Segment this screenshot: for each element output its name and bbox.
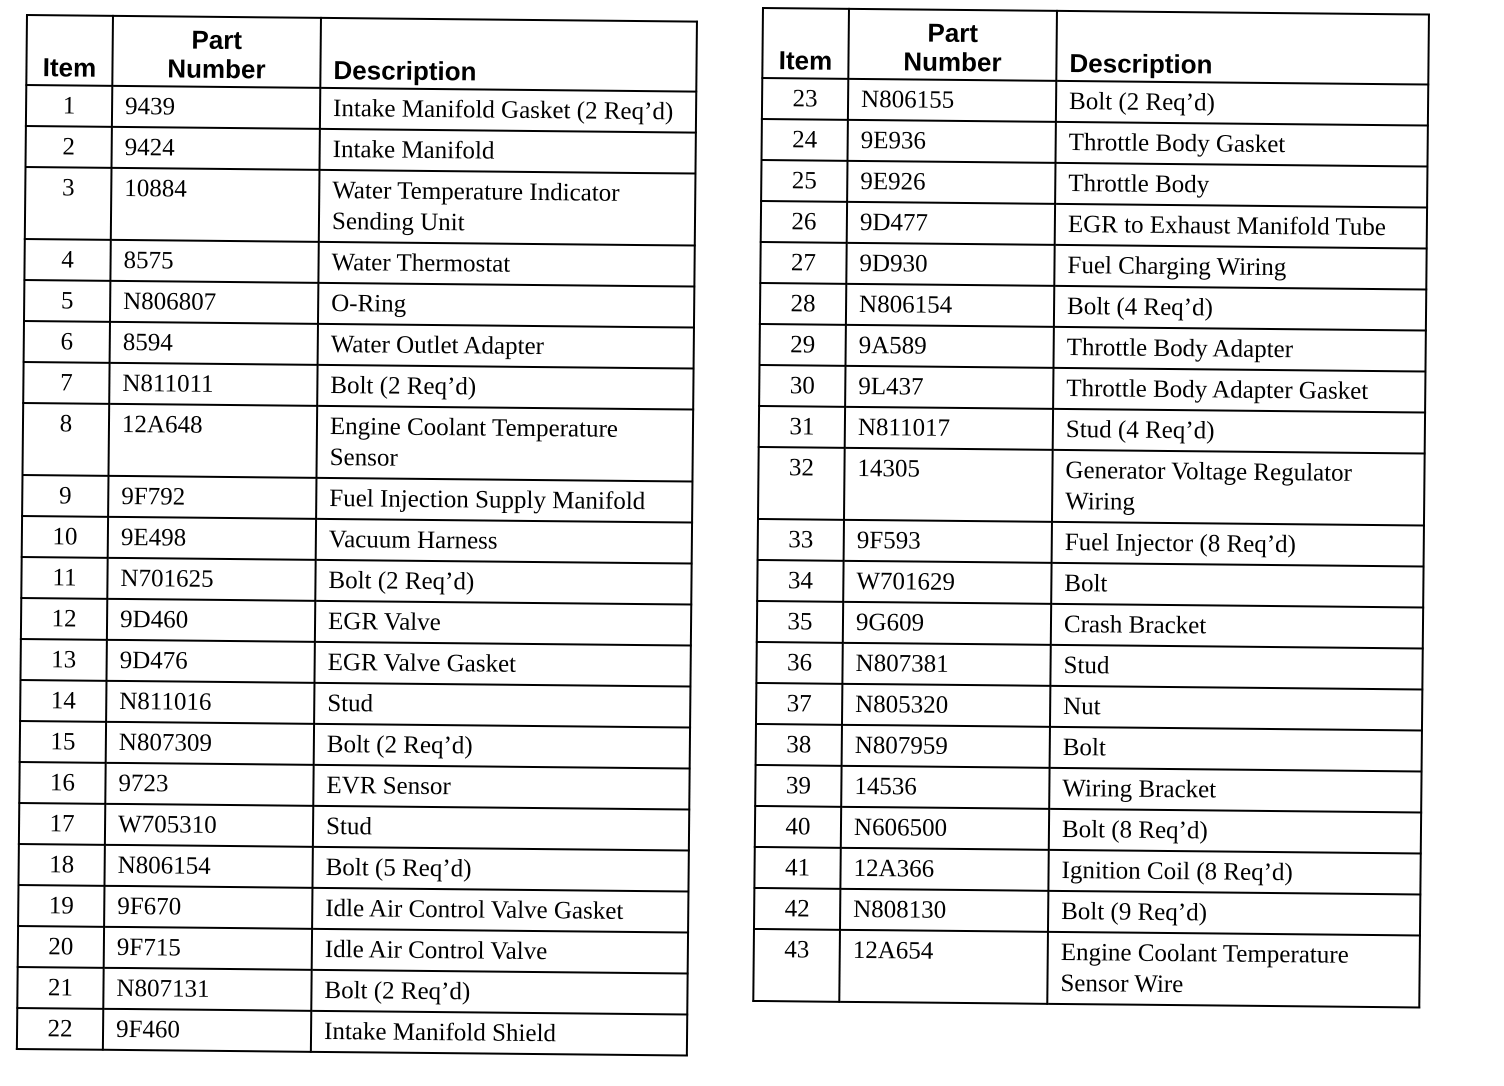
part-description: Bolt (4 Req’d) [1054, 286, 1426, 331]
table-row [26, 85, 696, 133]
part-number: N606500 [841, 807, 1049, 850]
table-row [22, 403, 693, 482]
part-number: 9D460 [107, 599, 315, 642]
item-number: 21 [17, 967, 103, 1009]
table-row [761, 160, 1427, 208]
part-number: N806807 [110, 281, 318, 324]
item-number: 36 [756, 642, 842, 684]
part-description: Water Outlet Adapter [318, 324, 694, 369]
part-number: W701629 [843, 561, 1051, 604]
table-row [760, 324, 1426, 372]
part-description: Crash Bracket [1051, 604, 1423, 649]
part-number: 9F715 [104, 927, 312, 970]
part-number: N701625 [107, 558, 315, 601]
header-part-number [848, 9, 1057, 81]
item-number: 5 [24, 280, 110, 322]
part-description: Stud (4 Req’d) [1053, 409, 1425, 454]
part-description: Bolt [1051, 563, 1423, 608]
table-row [22, 475, 692, 523]
parts-table-right-body [753, 78, 1428, 1007]
item-number: 29 [760, 324, 846, 366]
part-number: N811011 [109, 363, 317, 406]
table-row [762, 119, 1428, 167]
header-item: Item [26, 15, 113, 86]
part-description: O-Ring [318, 283, 694, 328]
header-description: Description [320, 18, 697, 92]
header-part-number-line1: Part [927, 17, 979, 49]
part-description: Throttle Body Gasket [1055, 122, 1427, 167]
item-number: 14 [20, 680, 106, 722]
part-description: Water Temperature Indicator Sending Unit [319, 170, 696, 246]
parts-table-left [16, 14, 698, 1057]
part-number: N806154 [846, 284, 1054, 327]
part-number: 9F670 [104, 886, 312, 929]
part-description: Bolt [1050, 727, 1422, 772]
item-number: 18 [18, 844, 104, 886]
table-row [21, 598, 691, 646]
part-number: N811016 [106, 681, 314, 724]
part-description: Throttle Body Adapter Gasket [1053, 368, 1425, 413]
part-number: 9E936 [848, 120, 1056, 163]
part-number: 9E498 [108, 517, 316, 560]
part-number: 12A648 [108, 404, 317, 478]
table-row [756, 683, 1422, 731]
table-row [756, 724, 1422, 772]
table-row [757, 601, 1423, 649]
part-description: Idle Air Control Valve Gasket [312, 888, 688, 933]
part-description: EGR to Exhaust Manifold Tube [1055, 204, 1427, 249]
part-description: Bolt (8 Req’d) [1049, 809, 1421, 854]
table-row [753, 929, 1420, 1008]
part-description: Engine Coolant Temperature Sensor Wire [1047, 932, 1420, 1008]
part-number: N811017 [845, 407, 1053, 450]
part-description: Engine Coolant Temperature Sensor [316, 406, 693, 482]
item-number: 12 [21, 598, 107, 640]
part-description: Bolt (5 Req’d) [312, 847, 688, 892]
part-number: 9D930 [846, 243, 1054, 286]
table-row [17, 967, 687, 1015]
part-description: Stud [313, 806, 689, 851]
table-row [23, 362, 693, 410]
item-number: 16 [19, 762, 105, 804]
part-number: 9439 [112, 86, 320, 129]
table-row [757, 560, 1423, 608]
part-number: N807309 [106, 722, 314, 765]
item-number: 3 [25, 167, 112, 240]
item-number: 1 [26, 85, 112, 127]
table-row [18, 926, 688, 974]
part-number: 12A366 [840, 848, 1048, 891]
table-row [20, 639, 690, 687]
header-part-number-line2: Number [903, 46, 1002, 78]
table-row [20, 721, 690, 769]
part-description: Wiring Bracket [1049, 768, 1421, 813]
item-number: 27 [760, 242, 846, 284]
item-number: 6 [24, 321, 110, 363]
table-row [17, 1008, 687, 1056]
part-number: N806155 [848, 79, 1056, 122]
part-number: 9424 [112, 127, 320, 170]
part-description: EGR Valve [315, 601, 691, 646]
part-number: 10884 [111, 168, 320, 242]
part-number: 9G609 [843, 602, 1051, 645]
table-row [754, 847, 1420, 895]
table-row [19, 803, 689, 851]
table-row [18, 885, 688, 933]
part-description: Bolt (2 Req’d) [1056, 81, 1428, 126]
part-description: Bolt (2 Req’d) [315, 560, 691, 605]
item-number: 10 [22, 516, 108, 558]
item-number: 33 [758, 519, 844, 561]
item-number: 34 [757, 560, 843, 602]
part-description: Vacuum Harness [316, 519, 692, 564]
table-row [19, 762, 689, 810]
part-description: Fuel Injector (8 Req’d) [1052, 522, 1424, 567]
table-row [21, 557, 691, 605]
item-number: 22 [17, 1008, 103, 1050]
part-description: EVR Sensor [313, 765, 689, 810]
header-part-number-line1: Part [191, 24, 243, 56]
part-number: 9F792 [108, 476, 316, 519]
header-item: Item [762, 8, 849, 79]
table-row [25, 167, 696, 246]
item-number: 37 [756, 683, 842, 725]
part-number: N806154 [104, 845, 312, 888]
item-number: 17 [19, 803, 105, 845]
part-description: Ignition Coil (8 Req’d) [1048, 850, 1420, 895]
table-row [18, 844, 688, 892]
part-description: Intake Manifold Gasket (2 Req’d) [320, 88, 696, 133]
part-description: Bolt (2 Req’d) [314, 724, 690, 769]
part-number: W705310 [105, 804, 313, 847]
item-number: 11 [21, 557, 107, 599]
part-description: Throttle Body [1055, 163, 1427, 208]
part-number: 8575 [110, 240, 318, 283]
item-number: 31 [759, 406, 845, 448]
part-description: Bolt (2 Req’d) [317, 365, 693, 410]
item-number: 39 [755, 765, 841, 807]
table-header-row [762, 8, 1429, 85]
item-number: 38 [756, 724, 842, 766]
part-description: Intake Manifold Shield [311, 1011, 687, 1056]
part-number: 9F593 [844, 520, 1052, 563]
table-row [26, 126, 696, 174]
header-description: Description [1056, 11, 1429, 85]
table-row [760, 283, 1426, 331]
part-description: Generator Voltage Regulator Wiring [1052, 450, 1425, 526]
item-number: 4 [24, 239, 110, 281]
table-row [24, 321, 694, 369]
table-row [24, 239, 694, 287]
part-number: N805320 [842, 684, 1050, 727]
item-number: 19 [18, 885, 104, 927]
table-row [756, 642, 1422, 690]
item-number: 32 [758, 447, 845, 520]
item-number: 35 [757, 601, 843, 643]
table-row [755, 806, 1421, 854]
part-number: N808130 [840, 889, 1048, 932]
item-number: 23 [762, 78, 848, 120]
part-number: N807131 [103, 968, 311, 1011]
item-number: 20 [18, 926, 104, 968]
part-description: Idle Air Control Valve [312, 929, 688, 974]
table-row [758, 447, 1425, 526]
item-number: 30 [759, 365, 845, 407]
part-description: Stud [1050, 645, 1422, 690]
table-row [759, 365, 1425, 413]
item-number: 43 [753, 929, 840, 1002]
table-row [759, 406, 1425, 454]
part-description: Fuel Charging Wiring [1054, 245, 1426, 290]
part-number: 9D476 [106, 640, 314, 683]
part-number: 14305 [844, 448, 1053, 522]
table-row [755, 765, 1421, 813]
table-row [762, 78, 1428, 126]
part-description: Intake Manifold [319, 129, 695, 174]
item-number: 2 [26, 126, 112, 168]
item-number: 7 [23, 362, 109, 404]
part-number: 9A589 [845, 325, 1053, 368]
part-description: Bolt (9 Req’d) [1048, 891, 1420, 936]
item-number: 9 [22, 475, 108, 517]
item-number: 41 [754, 847, 840, 889]
part-description: Throttle Body Adapter [1053, 327, 1425, 372]
part-number: 9D477 [847, 202, 1055, 245]
part-number: 8594 [110, 322, 318, 365]
table-row [20, 680, 690, 728]
header-part-number [112, 16, 321, 88]
table-row [24, 280, 694, 328]
item-number: 8 [22, 403, 109, 476]
part-number: 14536 [841, 766, 1049, 809]
part-number: 9L437 [845, 366, 1053, 409]
header-part-number-line2: Number [167, 53, 266, 85]
item-number: 15 [20, 721, 106, 763]
part-number: N807381 [842, 643, 1050, 686]
part-number: 9723 [105, 763, 313, 806]
part-description: Nut [1050, 686, 1422, 731]
part-description: EGR Valve Gasket [314, 642, 690, 687]
table-row [22, 516, 692, 564]
part-description: Stud [314, 683, 690, 728]
parts-table-right [752, 7, 1430, 1008]
table-row [760, 242, 1426, 290]
table-row [754, 888, 1420, 936]
item-number: 26 [761, 201, 847, 243]
part-number: 9E926 [847, 161, 1055, 204]
part-number: 9F460 [103, 1009, 311, 1052]
part-number: 12A654 [839, 930, 1048, 1004]
part-number: N807959 [842, 725, 1050, 768]
part-description: Fuel Injection Supply Manifold [316, 478, 692, 523]
item-number: 24 [762, 119, 848, 161]
item-number: 13 [20, 639, 106, 681]
item-number: 42 [754, 888, 840, 930]
table-row [758, 519, 1424, 567]
part-description: Bolt (2 Req’d) [311, 970, 687, 1015]
table-header-row [26, 15, 697, 92]
item-number: 28 [760, 283, 846, 325]
item-number: 40 [755, 806, 841, 848]
parts-table-left-body [17, 85, 696, 1056]
table-row [761, 201, 1427, 249]
part-description: Water Thermostat [318, 242, 694, 287]
item-number: 25 [761, 160, 847, 202]
